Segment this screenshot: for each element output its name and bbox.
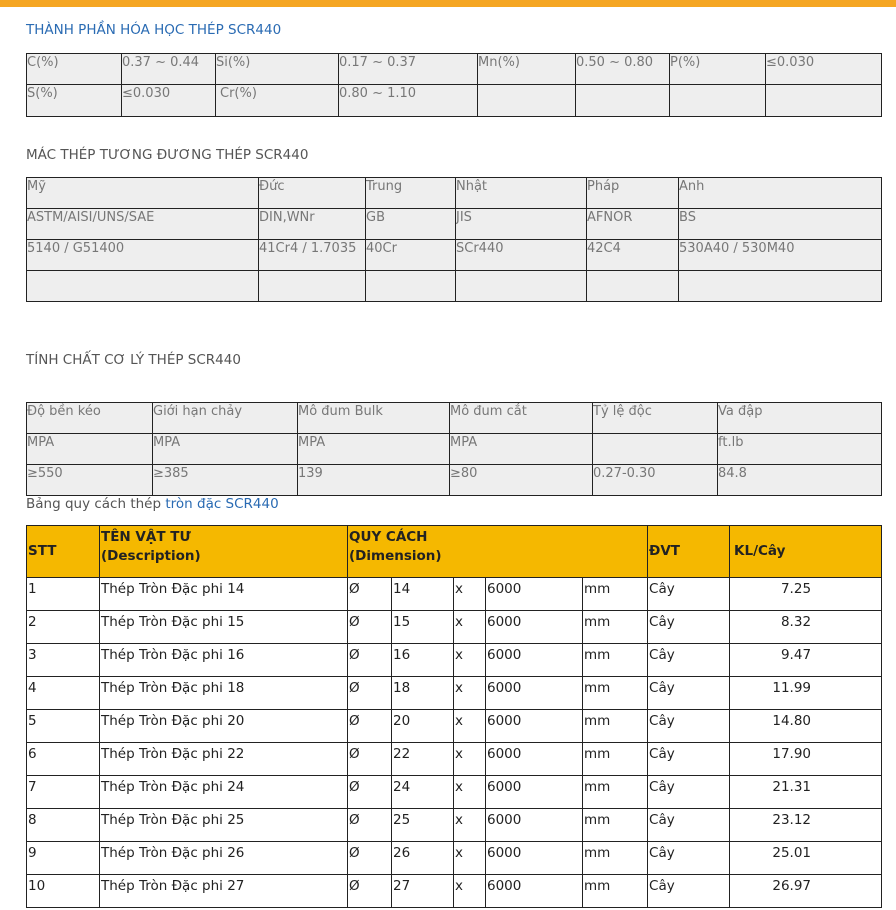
equiv-cell: Trung xyxy=(366,179,403,194)
row-phi: Ø xyxy=(348,743,392,776)
row-times: x xyxy=(454,710,486,743)
mech-cell: MPA xyxy=(27,435,55,450)
header-stt: STT xyxy=(27,526,100,578)
row-weight: 9.47 xyxy=(730,644,882,677)
row-times: x xyxy=(454,677,486,710)
row-phi: Ø xyxy=(348,875,392,908)
row-stt: 4 xyxy=(27,677,100,710)
row-diameter: 24 xyxy=(392,776,454,809)
header-desc-en: (Description) xyxy=(101,548,201,564)
row-length-unit: mm xyxy=(583,842,648,875)
equiv-cell xyxy=(366,271,455,272)
table-row xyxy=(27,743,882,776)
table-row xyxy=(27,710,882,743)
row-times: x xyxy=(454,743,486,776)
chem-cell: Si(%) xyxy=(216,55,251,70)
row-times: x xyxy=(454,776,486,809)
row-times: x xyxy=(454,578,486,611)
row-weight: 14.80 xyxy=(730,710,882,743)
row-unit: Cây xyxy=(648,710,730,743)
equiv-cell: DIN,WNr xyxy=(259,210,315,225)
table-row xyxy=(27,809,882,842)
chem-cell: 0.37 ~ 0.44 xyxy=(122,55,200,70)
mech-cell: MPA xyxy=(298,435,326,450)
row-stt: 1 xyxy=(27,578,100,611)
row-length: 6000 xyxy=(486,776,583,809)
chem-title: THÀNH PHẦN HÓA HỌC THÉP SCR440 xyxy=(26,22,282,38)
equiv-cell: Anh xyxy=(679,179,705,194)
row-diameter: 16 xyxy=(392,644,454,677)
mech-row xyxy=(27,403,882,434)
row-length-unit: mm xyxy=(583,644,648,677)
chem-cell xyxy=(576,85,669,86)
row-diameter: 27 xyxy=(392,875,454,908)
equiv-row xyxy=(27,178,882,209)
equiv-cell xyxy=(259,271,365,272)
row-name: Thép Tròn Đặc phi 14 xyxy=(100,578,348,611)
mech-cell: Tỷ lệ độc xyxy=(593,404,652,419)
table-row xyxy=(27,578,882,611)
mech-table xyxy=(26,402,882,496)
chem-cell: 0.17 ~ 0.37 xyxy=(339,55,417,70)
mech-cell: MPA xyxy=(153,435,181,450)
row-unit: Cây xyxy=(648,875,730,908)
equiv-cell: BS xyxy=(679,210,696,225)
row-unit: Cây xyxy=(648,644,730,677)
row-diameter: 25 xyxy=(392,809,454,842)
row-times: x xyxy=(454,611,486,644)
equiv-cell: Đức xyxy=(259,179,285,194)
mech-cell: ≥385 xyxy=(153,466,189,481)
row-length: 6000 xyxy=(486,644,583,677)
table-row xyxy=(27,776,882,809)
row-stt: 9 xyxy=(27,842,100,875)
row-length: 6000 xyxy=(486,710,583,743)
equiv-cell: Mỹ xyxy=(27,179,46,194)
row-phi: Ø xyxy=(348,611,392,644)
mech-cell: Mô đum Bulk xyxy=(298,404,383,419)
table-row xyxy=(27,677,882,710)
chem-cell: 0.50 ~ 0.80 xyxy=(576,55,654,70)
header-desc-vi: TÊN VẬT TƯ xyxy=(101,529,191,545)
equiv-cell: SCr440 xyxy=(456,241,504,256)
table-row xyxy=(27,611,882,644)
row-stt: 5 xyxy=(27,710,100,743)
row-stt: 2 xyxy=(27,611,100,644)
row-stt: 3 xyxy=(27,644,100,677)
row-times: x xyxy=(454,809,486,842)
row-name: Thép Tròn Đặc phi 15 xyxy=(100,611,348,644)
chem-cell: ≤0.030 xyxy=(766,55,815,70)
mech-cell: 84.8 xyxy=(718,466,747,481)
header-description xyxy=(100,526,348,578)
row-phi: Ø xyxy=(348,842,392,875)
row-name: Thép Tròn Đặc phi 18 xyxy=(100,677,348,710)
row-unit: Cây xyxy=(648,677,730,710)
row-weight: 17.90 xyxy=(730,743,882,776)
row-diameter: 22 xyxy=(392,743,454,776)
equiv-cell xyxy=(587,271,678,272)
row-unit: Cây xyxy=(648,743,730,776)
equiv-cell xyxy=(456,271,586,272)
spec-header-row xyxy=(27,526,882,578)
equiv-cell: 41Cr4 / 1.7035 xyxy=(259,241,357,256)
spec-table xyxy=(26,525,882,908)
equiv-cell: AFNOR xyxy=(587,210,633,225)
row-phi: Ø xyxy=(348,677,392,710)
equiv-cell: Nhật xyxy=(456,179,488,194)
spec-intro-text: Bảng quy cách thép xyxy=(26,496,166,512)
chem-cell: P(%) xyxy=(670,55,701,70)
row-unit: Cây xyxy=(648,776,730,809)
row-name: Thép Tròn Đặc phi 24 xyxy=(100,776,348,809)
table-row xyxy=(27,875,882,908)
header-dim-en: (Dimension) xyxy=(349,548,442,564)
mech-cell: Va đập xyxy=(718,404,763,419)
chem-cell: 0.80 ~ 1.10 xyxy=(339,86,417,101)
row-weight: 25.01 xyxy=(730,842,882,875)
row-stt: 6 xyxy=(27,743,100,776)
row-length-unit: mm xyxy=(583,875,648,908)
row-times: x xyxy=(454,644,486,677)
header-weight: KL/Cây xyxy=(730,526,882,578)
mech-row xyxy=(27,434,882,465)
mech-cell: MPA xyxy=(450,435,478,450)
row-phi: Ø xyxy=(348,776,392,809)
row-phi: Ø xyxy=(348,578,392,611)
mech-cell: ft.lb xyxy=(718,435,744,450)
row-unit: Cây xyxy=(648,809,730,842)
row-length: 6000 xyxy=(486,842,583,875)
row-name: Thép Tròn Đặc phi 16 xyxy=(100,644,348,677)
row-length-unit: mm xyxy=(583,578,648,611)
chem-table xyxy=(26,53,882,117)
equiv-table xyxy=(26,177,882,302)
mech-cell: Độ bền kéo xyxy=(27,404,101,419)
row-stt: 7 xyxy=(27,776,100,809)
row-length-unit: mm xyxy=(583,776,648,809)
equiv-cell xyxy=(679,271,881,272)
row-weight: 11.99 xyxy=(730,677,882,710)
equiv-title: MÁC THÉP TƯƠNG ĐƯƠNG THÉP SCR440 xyxy=(26,147,309,163)
row-diameter: 20 xyxy=(392,710,454,743)
chem-cell xyxy=(478,85,575,86)
row-weight: 21.31 xyxy=(730,776,882,809)
row-phi: Ø xyxy=(348,644,392,677)
row-diameter: 18 xyxy=(392,677,454,710)
row-length: 6000 xyxy=(486,809,583,842)
row-length-unit: mm xyxy=(583,611,648,644)
row-length-unit: mm xyxy=(583,809,648,842)
equiv-cell: 530A40 / 530M40 xyxy=(679,241,795,256)
table-row xyxy=(27,842,882,875)
row-diameter: 14 xyxy=(392,578,454,611)
row-times: x xyxy=(454,875,486,908)
mech-cell: 139 xyxy=(298,466,323,481)
row-weight: 23.12 xyxy=(730,809,882,842)
chem-cell xyxy=(670,85,765,86)
row-name: Thép Tròn Đặc phi 25 xyxy=(100,809,348,842)
row-length: 6000 xyxy=(486,578,583,611)
equiv-cell: ASTM/AISI/UNS/SAE xyxy=(27,210,155,225)
row-weight: 8.32 xyxy=(730,611,882,644)
equiv-row xyxy=(27,209,882,240)
row-length-unit: mm xyxy=(583,677,648,710)
row-phi: Ø xyxy=(348,710,392,743)
row-phi: Ø xyxy=(348,809,392,842)
row-stt: 10 xyxy=(27,875,100,908)
row-diameter: 15 xyxy=(392,611,454,644)
row-stt: 8 xyxy=(27,809,100,842)
row-unit: Cây xyxy=(648,578,730,611)
spec-intro xyxy=(26,496,279,512)
header-dim-vi: QUY CÁCH xyxy=(349,529,428,545)
row-name: Thép Tròn Đặc phi 20 xyxy=(100,710,348,743)
mech-row xyxy=(27,465,882,496)
row-length: 6000 xyxy=(486,875,583,908)
chem-row xyxy=(27,54,882,85)
chem-row xyxy=(27,85,882,117)
row-unit: Cây xyxy=(648,842,730,875)
mech-cell: Giới hạn chảy xyxy=(153,404,243,419)
row-length-unit: mm xyxy=(583,743,648,776)
row-diameter: 26 xyxy=(392,842,454,875)
chem-cell: Cr(%) xyxy=(220,86,257,101)
equiv-row xyxy=(27,271,882,302)
equiv-cell: 40Cr xyxy=(366,241,397,256)
spec-intro-link[interactable]: tròn đặc SCR440 xyxy=(165,496,279,512)
chem-cell: C(%) xyxy=(27,55,59,70)
mech-cell: 0.27-0.30 xyxy=(593,466,656,481)
chem-cell: Mn(%) xyxy=(478,55,520,70)
equiv-cell: JIS xyxy=(456,210,472,225)
mech-cell: ≥80 xyxy=(450,466,478,481)
row-length: 6000 xyxy=(486,677,583,710)
equiv-cell: Pháp xyxy=(587,179,620,194)
chem-cell xyxy=(766,85,881,86)
equiv-cell: GB xyxy=(366,210,385,225)
chem-cell: ≤0.030 xyxy=(122,86,171,101)
row-name: Thép Tròn Đặc phi 27 xyxy=(100,875,348,908)
equiv-cell: 42C4 xyxy=(587,241,621,256)
header-dimension xyxy=(348,526,648,578)
header-unit: ĐVT xyxy=(648,526,730,578)
row-name: Thép Tròn Đặc phi 26 xyxy=(100,842,348,875)
row-weight: 26.97 xyxy=(730,875,882,908)
chem-cell: S(%) xyxy=(27,86,58,101)
mech-title: TÍNH CHẤT CƠ LÝ THÉP SCR440 xyxy=(26,352,241,368)
equiv-cell: 5140 / G51400 xyxy=(27,241,125,256)
mech-cell: ≥550 xyxy=(27,466,63,481)
row-length-unit: mm xyxy=(583,710,648,743)
row-unit: Cây xyxy=(648,611,730,644)
top-accent-bar xyxy=(0,0,896,7)
mech-cell xyxy=(593,434,717,435)
row-length: 6000 xyxy=(486,743,583,776)
table-row xyxy=(27,644,882,677)
row-times: x xyxy=(454,842,486,875)
equiv-row xyxy=(27,240,882,271)
mech-cell: Mô đum cắt xyxy=(450,404,527,419)
equiv-cell xyxy=(27,271,258,272)
row-length: 6000 xyxy=(486,611,583,644)
row-name: Thép Tròn Đặc phi 22 xyxy=(100,743,348,776)
row-weight: 7.25 xyxy=(730,578,882,611)
